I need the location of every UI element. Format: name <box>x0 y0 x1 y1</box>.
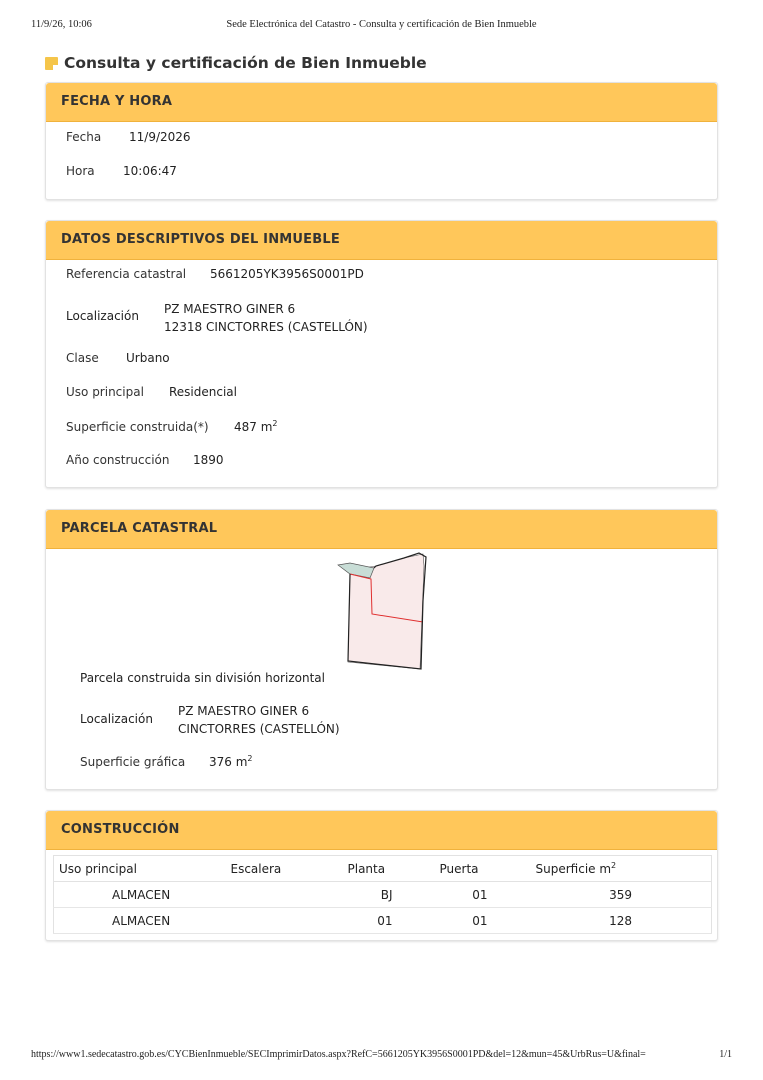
panel-header <box>46 510 717 549</box>
construccion-heading: CONSTRUCCIÓN <box>61 822 180 837</box>
col-superficie <box>531 856 712 882</box>
localizacion-line2: 12318 CINCTORRES (CASTELLÓN) <box>164 320 368 334</box>
cell-escalera <box>226 882 343 908</box>
parcela-sup-row <box>80 754 253 769</box>
referencia-label: Referencia catastral <box>66 267 187 281</box>
parcela-sup-label: Superficie gráfica <box>80 755 186 769</box>
cell-puerta: 01 <box>435 908 531 934</box>
col-planta: Planta <box>343 856 435 882</box>
cell-planta: BJ <box>343 882 435 908</box>
fecha-label: Fecha <box>66 130 102 144</box>
cell-planta: 01 <box>343 908 435 934</box>
print-url: https://www1.sedecatastro.gob.es/CYCBienInmueble/SECImprimirDatos.aspx?RefC=5661205YK3956S0001PD&del=12&mun=45&UrbRus=U&final= <box>31 1049 646 1060</box>
cell-uso: ALMACEN <box>54 908 226 934</box>
page-title-text: Consulta y certificación de Bien Inmueble <box>64 54 427 72</box>
fecha-hora-panel <box>45 82 718 200</box>
uso-value: Residencial <box>169 385 237 399</box>
table-header-row <box>54 856 712 882</box>
superficie-row <box>66 419 278 434</box>
parcela-loc-value <box>178 702 340 738</box>
col-superficie-exp: 2 <box>611 861 617 870</box>
parcela-loc-line1: PZ MAESTRO GINER 6 <box>178 704 310 718</box>
cell-puerta: 01 <box>435 882 531 908</box>
datos-heading: DATOS DESCRIPTIVOS DEL INMUEBLE <box>61 232 340 247</box>
table-row <box>54 882 712 908</box>
col-superficie-label: Superficie m <box>535 862 612 876</box>
anio-label: Año construcción <box>66 453 170 467</box>
construccion-panel <box>45 810 718 941</box>
localizacion-label: Localización <box>66 309 139 323</box>
hora-row <box>66 164 177 178</box>
cell-uso: ALMACEN <box>54 882 226 908</box>
cell-escalera <box>226 908 343 934</box>
panel-header <box>46 811 717 850</box>
uso-label: Uso principal <box>66 385 144 399</box>
uso-row <box>66 385 237 399</box>
fecha-hora-heading: FECHA Y HORA <box>61 94 173 109</box>
anio-row <box>66 453 224 467</box>
print-pages: 1/1 <box>719 1049 732 1060</box>
clase-row <box>66 351 170 365</box>
parcela-sup-exp: 2 <box>247 754 253 763</box>
parcela-sup-value: 376 m <box>209 755 248 769</box>
parcela-heading: PARCELA CATASTRAL <box>61 521 218 536</box>
construccion-table <box>53 855 712 934</box>
anio-value: 1890 <box>193 453 224 467</box>
col-escalera: Escalera <box>226 856 343 882</box>
datos-descriptivos-panel <box>45 220 718 488</box>
superficie-exp: 2 <box>272 419 278 428</box>
localizacion-value <box>164 300 368 336</box>
parcela-loc-line2: CINCTORRES (CASTELLÓN) <box>178 722 340 736</box>
cell-superficie: 359 <box>531 882 712 908</box>
print-datetime: 11/9/26, 10:06 <box>31 19 92 30</box>
page-title <box>45 54 427 72</box>
superficie-label: Superficie construida(*) <box>66 420 209 434</box>
parcela-tipo: Parcela construida sin división horizontal <box>80 671 325 685</box>
superficie-value: 487 m <box>234 420 273 434</box>
hora-label: Hora <box>66 164 95 178</box>
col-puerta: Puerta <box>435 856 531 882</box>
referencia-value: 5661205YK3956S0001PD <box>210 267 364 281</box>
table-row <box>54 908 712 934</box>
cell-superficie: 128 <box>531 908 712 934</box>
panel-header <box>46 221 717 260</box>
parcela-panel <box>45 509 718 790</box>
parcel-map[interactable] <box>336 551 436 673</box>
col-uso: Uso principal <box>54 856 226 882</box>
panel-header <box>46 83 717 122</box>
clase-label: Clase <box>66 351 99 365</box>
parcela-loc-label: Localización <box>80 712 153 726</box>
referencia-row <box>66 267 364 281</box>
clase-value: Urbano <box>126 351 170 365</box>
note-icon <box>45 57 58 70</box>
fecha-row <box>66 130 191 144</box>
print-title: Sede Electrónica del Catastro - Consulta y certificación de Bien Inmueble <box>226 19 537 30</box>
localizacion-line1: PZ MAESTRO GINER 6 <box>164 302 296 316</box>
fecha-value: 11/9/2026 <box>129 130 191 144</box>
hora-value: 10:06:47 <box>123 164 177 178</box>
